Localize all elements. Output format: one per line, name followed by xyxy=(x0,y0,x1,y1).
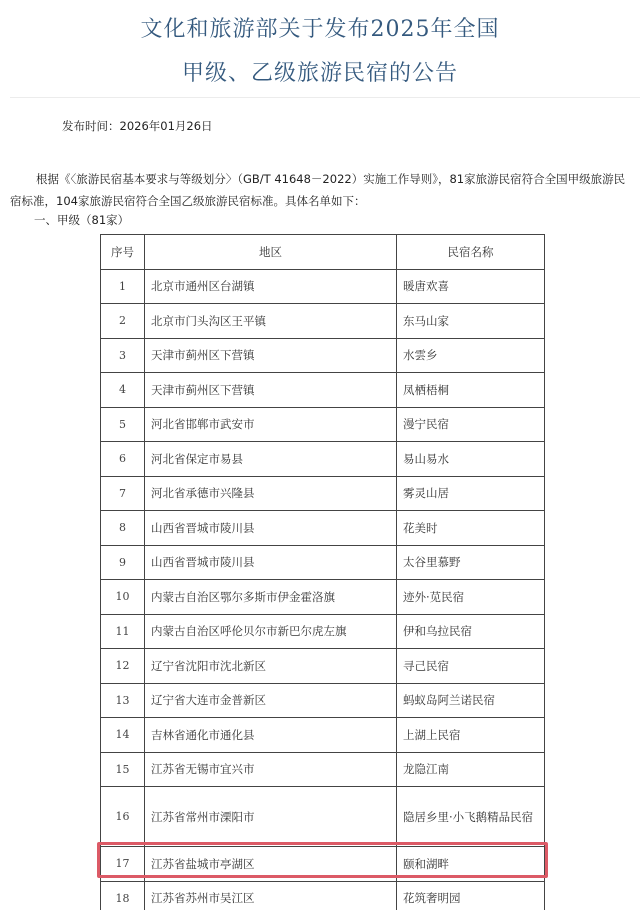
row-homestay-name: 易山易水 xyxy=(397,442,545,477)
intro-paragraph: 根据《〈旅游民宿基本要求与等级划分〉（GB/T 41648－2022）实施工作导则》，81家旅游民宿符合全国甲级旅游民宿标准，104家旅游民宿符合全国乙级旅游民宿标准。具体名单如下： xyxy=(10,172,626,208)
table-row xyxy=(101,787,545,847)
table-row-highlighted xyxy=(101,847,545,882)
row-index: 10 xyxy=(101,580,145,615)
table-row xyxy=(101,580,545,615)
row-index: 14 xyxy=(101,718,145,753)
table-row xyxy=(101,545,545,580)
row-homestay-name: 花筑奢明园 xyxy=(397,881,545,910)
table-row xyxy=(101,304,545,339)
row-homestay-name: 上湖上民宿 xyxy=(397,718,545,753)
row-index: 17 xyxy=(101,847,145,882)
row-index: 8 xyxy=(101,511,145,546)
table-row xyxy=(101,407,545,442)
row-region: 江苏省无锡市宜兴市 xyxy=(145,752,397,787)
row-region: 天津市蓟州区下营镇 xyxy=(145,338,397,373)
row-homestay-name: 伊和乌拉民宿 xyxy=(397,614,545,649)
row-homestay-name: 漫宁民宿 xyxy=(397,407,545,442)
row-index: 4 xyxy=(101,373,145,408)
row-index: 2 xyxy=(101,304,145,339)
publish-time: 发布时间：2026年01月26日 xyxy=(62,119,213,133)
table-row xyxy=(101,442,545,477)
row-index: 18 xyxy=(101,881,145,910)
table-row xyxy=(101,476,545,511)
row-region: 辽宁省大连市金普新区 xyxy=(145,683,397,718)
section-heading-grade-a: 一、甲级（81家） xyxy=(34,213,130,227)
row-homestay-name: 水雲乡 xyxy=(397,338,545,373)
row-homestay-name: 迹外·苋民宿 xyxy=(397,580,545,615)
table-row xyxy=(101,718,545,753)
row-region: 江苏省常州市溧阳市 xyxy=(145,787,397,847)
page-title-line2: 甲级、乙级旅游民宿的公告 xyxy=(181,61,458,86)
header-region: 地区 xyxy=(145,235,397,270)
table-row xyxy=(101,338,545,373)
row-index: 5 xyxy=(101,407,145,442)
table-row xyxy=(101,752,545,787)
row-homestay-name: 蚂蚁岛阿兰诺民宿 xyxy=(397,683,545,718)
row-index: 15 xyxy=(101,752,145,787)
row-region: 辽宁省沈阳市沈北新区 xyxy=(145,649,397,684)
row-homestay-name: 雾灵山居 xyxy=(397,476,545,511)
row-index: 16 xyxy=(101,787,145,847)
row-region: 内蒙古自治区鄂尔多斯市伊金霍洛旗 xyxy=(145,580,397,615)
row-index: 12 xyxy=(101,649,145,684)
table-row xyxy=(101,511,545,546)
row-region: 内蒙古自治区呼伦贝尔市新巴尔虎左旗 xyxy=(145,614,397,649)
row-region: 北京市通州区台湖镇 xyxy=(145,269,397,304)
row-index: 7 xyxy=(101,476,145,511)
table-header-row xyxy=(101,235,545,270)
row-region: 江苏省盐城市亭湖区 xyxy=(145,847,397,882)
row-index: 6 xyxy=(101,442,145,477)
row-homestay-name: 寻己民宿 xyxy=(397,649,545,684)
table-row xyxy=(101,649,545,684)
page-title-line1: 文化和旅游部关于发布2025年全国 xyxy=(140,17,500,42)
row-region: 河北省保定市易县 xyxy=(145,442,397,477)
header-index: 序号 xyxy=(101,235,145,270)
table-row xyxy=(101,683,545,718)
table-row xyxy=(101,269,545,304)
row-index: 1 xyxy=(101,269,145,304)
row-index: 11 xyxy=(101,614,145,649)
table-row xyxy=(101,373,545,408)
homestay-list-table xyxy=(100,234,545,910)
table-row xyxy=(101,614,545,649)
row-region: 山西省晋城市陵川县 xyxy=(145,511,397,546)
row-index: 9 xyxy=(101,545,145,580)
row-index: 3 xyxy=(101,338,145,373)
row-homestay-name: 暖唐欢喜 xyxy=(397,269,545,304)
row-region: 北京市门头沟区王平镇 xyxy=(145,304,397,339)
row-homestay-name: 颐和湖畔 xyxy=(397,847,545,882)
header-homestay-name: 民宿名称 xyxy=(397,235,545,270)
row-index: 13 xyxy=(101,683,145,718)
row-region: 吉林省通化市通化县 xyxy=(145,718,397,753)
row-region: 山西省晋城市陵川县 xyxy=(145,545,397,580)
row-region: 河北省邯郸市武安市 xyxy=(145,407,397,442)
row-homestay-name: 太谷里慕野 xyxy=(397,545,545,580)
title-divider xyxy=(10,97,640,98)
row-homestay-name: 东马山家 xyxy=(397,304,545,339)
row-homestay-name: 花美时 xyxy=(397,511,545,546)
row-region: 河北省承德市兴隆县 xyxy=(145,476,397,511)
row-region: 天津市蓟州区下营镇 xyxy=(145,373,397,408)
row-region: 江苏省苏州市吴江区 xyxy=(145,881,397,910)
table-row xyxy=(101,881,545,910)
row-homestay-name: 龙隐江南 xyxy=(397,752,545,787)
row-homestay-name: 凤栖梧桐 xyxy=(397,373,545,408)
row-homestay-name: 隐居乡里·小飞鹅精品民宿 xyxy=(397,787,545,847)
